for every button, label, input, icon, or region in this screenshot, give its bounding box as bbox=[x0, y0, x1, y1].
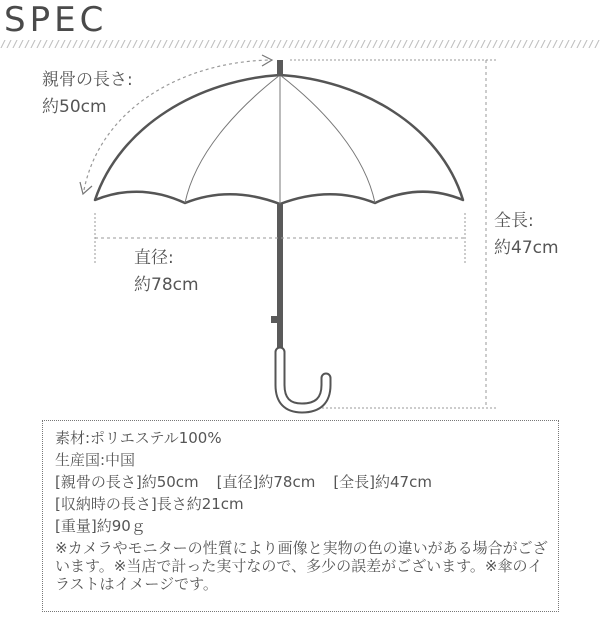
umbrella-shaft bbox=[277, 204, 283, 352]
umbrella-runner bbox=[271, 316, 280, 323]
spec-diameter: [直径]約78cm bbox=[216, 473, 316, 491]
umbrella-tip bbox=[277, 60, 283, 76]
diameter-title: 直径: bbox=[134, 248, 174, 268]
umbrella-canopy bbox=[95, 75, 463, 204]
rib-length-label bbox=[42, 67, 133, 121]
page-title: SPEC bbox=[4, 0, 108, 40]
spec-rib-length: [親骨の長さ]約50cm bbox=[55, 473, 199, 491]
spec-dimensions bbox=[55, 471, 548, 493]
spec-box bbox=[42, 420, 559, 612]
total-length-title: 全長: bbox=[494, 211, 534, 231]
spec-total-length: [全長]約47cm bbox=[333, 473, 432, 491]
spec-note: ※カメラやモニターの性質により画像と実物の色の違いがある場合がございます。※当店で計った実寸なので、多少の誤差がございます。※傘のイラストはイメージです。 bbox=[55, 539, 548, 593]
diameter-value: 約78cm bbox=[134, 275, 199, 295]
spec-weight: [重量]約90ｇ bbox=[55, 517, 146, 535]
spec-folded-length: [収納時の長さ]長さ約21cm bbox=[55, 495, 244, 513]
rib-length-title: 親骨の長さ: bbox=[42, 70, 133, 90]
total-length-value: 約47cm bbox=[494, 238, 559, 258]
rib-length-value: 約50cm bbox=[42, 97, 107, 117]
diameter-label bbox=[134, 245, 199, 299]
spec-material: 素材:ポリエステル100% bbox=[55, 429, 222, 447]
spec-origin: 生産国:中国 bbox=[55, 451, 136, 469]
total-length-label bbox=[494, 208, 559, 262]
